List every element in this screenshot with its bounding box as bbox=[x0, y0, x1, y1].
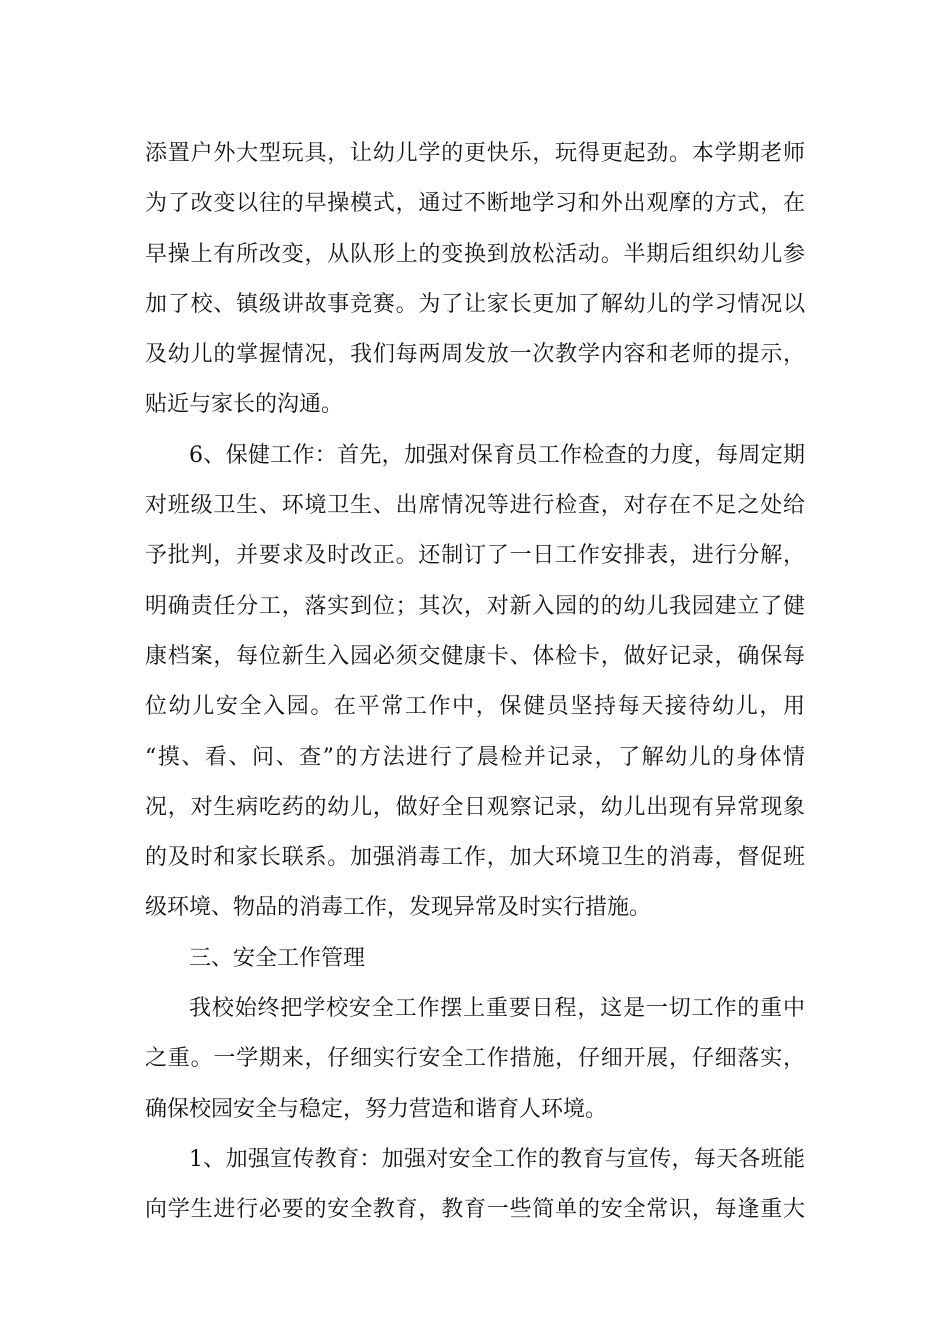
text-line: 况，对生病吃药的幼儿，做好全日观察记录，幼儿出现有异常现象 bbox=[145, 794, 805, 820]
text-line: 及幼儿的掌握情况，我们每两周发放一次教学内容和老师的提示， bbox=[145, 342, 805, 368]
text-line: “摸、看、问、查”的方法进行了晨检并记录，了解幼儿的身体情 bbox=[145, 744, 805, 770]
text-line: 为了改变以往的早操模式，通过不断地学习和外出观摩的方式，在 bbox=[145, 191, 805, 217]
text-line: 6、保健工作：首先，加强对保育员工作检查的力度，每周定期 bbox=[189, 442, 805, 468]
text-line: 之重。一学期来，仔细实行安全工作措施，仔细开展，仔细落实， bbox=[145, 1046, 805, 1072]
text-line: 明确责任分工，落实到位；其次，对新入园的的幼儿我园建立了健 bbox=[145, 593, 805, 619]
text-line: 康档案，每位新生入园必须交健康卡、体检卡，做好记录，确保每 bbox=[145, 643, 805, 669]
section-heading: 三、安全工作管理 bbox=[189, 945, 366, 971]
text-line: 予批判，并要求及时改正。还制订了一日工作安排表，进行分解， bbox=[145, 543, 805, 569]
text-line: 对班级卫生、环境卫生、出席情况等进行检查，对存在不足之处给 bbox=[145, 493, 805, 519]
text-line: 级环境、物品的消毒工作，发现异常及时实行措施。 bbox=[145, 895, 652, 921]
text-line: 1、加强宣传教育：加强对安全工作的教育与宣传，每天各班能 bbox=[189, 1146, 805, 1172]
text-line: 向学生进行必要的安全教育，教育一些简单的安全常识，每逢重大 bbox=[145, 1197, 805, 1223]
text-line: 我校始终把学校安全工作摆上重要日程，这是一切工作的重中 bbox=[189, 996, 805, 1022]
text-line: 确保校园安全与稳定，努力营造和谐育人环境。 bbox=[145, 1096, 608, 1122]
text-line: 的及时和家长联系。加强消毒工作，加大环境卫生的消毒，督促班 bbox=[145, 845, 805, 871]
text-line: 添置户外大型玩具，让幼儿学的更快乐，玩得更起劲。本学期老师 bbox=[145, 141, 805, 166]
text-line: 贴近与家长的沟通。 bbox=[145, 392, 344, 418]
text-line: 早操上有所改变，从队形上的变换到放松活动。半期后组织幼儿参 bbox=[145, 241, 805, 267]
document-body bbox=[145, 129, 805, 1236]
text-line: 位幼儿安全入园。在平常工作中，保健员坚持每天接待幼儿，用 bbox=[145, 694, 805, 720]
text-line: 加了校、镇级讲故事竞赛。为了让家长更加了解幼儿的学习情况以 bbox=[145, 291, 805, 317]
